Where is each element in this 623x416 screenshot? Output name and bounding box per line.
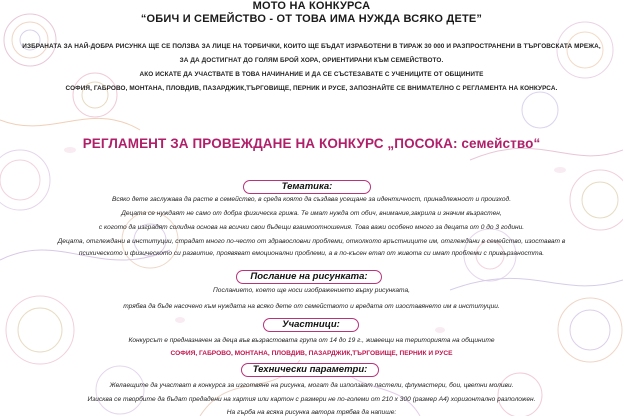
motto-heading: МОТО НА КОНКУРСА	[252, 0, 371, 12]
theme-line: с когото да изградят солидна основа на всички свои бъдещи взаимоотношения. Това важи особено много за децата от 0 до 3 години.	[98, 224, 525, 231]
intro-line: СОФИЯ, ГАБРОВО, МОНТАНА, ПЛОВДИВ, ПАЗАРДЖИК,ТЪРГОВИЩЕ, ПЕРНИК И РУСЕ, ЗАПОЗНАЙТЕ СЕ ВНИМАТЕЛНО С РЕГЛАМЕНТА НА КОНКУРСА.	[65, 85, 558, 92]
motto-slogan: “ОБИЧ И СЕМЕЙСТВО - ОТ ТОВА ИМА НУЖДА ВСЯКО ДЕТЕ”	[140, 13, 483, 25]
theme-line: Всяко дете заслужава да расте в семейство, в среда която да създава усещане за идентичност, принадлежност и произход.	[111, 196, 512, 203]
section-heading-message: Послание на рисунката:	[236, 270, 382, 284]
regulation-title: РЕГЛАМЕНТ ЗА ПРОВЕЖДАНЕ НА КОНКУРС „ПОСОКА: семейство“	[82, 136, 541, 151]
section-heading-technical: Технически параметри:	[241, 363, 379, 377]
participants-line: Конкурсът е предназначен за деца във възрастовата група от 14 до 19 г., живеещи на територията на общините	[128, 337, 495, 344]
technical-line: Изисква се творбите да бъдат предадени на хартия или картон с размери не по-големи от 210 х 300 (размер А4) хоризонтално разположен.	[87, 396, 536, 403]
theme-line: психическото и физическото си развитие, проявяват емоционални проблеми, а в по-късен етап от живота си имат проблеми с привързаността.	[78, 250, 545, 257]
theme-line: Децата, отглеждани в институции, страдат много по-често от здравословни проблеми, отколкото връстниците им, отглеждани в семейство, изостават в	[57, 238, 566, 245]
theme-line: Децата се нуждаят не само от добра физическа грижа. Те имат нужда от обич, внимание,закрила и значим възрастен,	[121, 210, 502, 217]
participants-municipalities: СОФИЯ, ГАБРОВО, МОНТАНА, ПЛОВДИВ, ПАЗАРДЖИК,ТЪРГОВИЩЕ, ПЕРНИК И РУСЕ	[170, 350, 453, 357]
intro-line: ИЗБРАНАТА ЗА НАЙ-ДОБРА РИСУНКА ЩЕ СЕ ПОЛЗВА ЗА ЛИЦЕ НА ТОРБИЧКИ, КОИТО ЩЕ БЪДАТ ИЗРАБОТЕНИ В ТИРАЖ 30 000 И РАЗПРОСТРАНЕНИ В ТЪРГОВСКАТА МРЕЖА,	[22, 43, 601, 50]
technical-line: На гърба на всяка рисунка автора трябва да напише:	[226, 409, 397, 416]
intro-line: ЗА ДА ДОСТИГНАТ ДО ГОЛЯМ БРОЙ ХОРА, ОРИЕНТИРАНИ КЪМ СЕМЕЙСТВОТО.	[179, 57, 444, 64]
section-heading-participants: Участници:	[263, 318, 359, 332]
section-heading-theme: Тематика:	[243, 180, 371, 194]
technical-line: Желаещите да участват в конкурса за изготвяне на рисунка, могат да използват пастели, флумастери, бои, цветни моливи.	[109, 382, 514, 389]
message-line: трябва да бъде насочено към нуждата на всяко дете от семейството и вредата от изоставянето им в институции.	[123, 303, 500, 310]
intro-line: АКО ИСКАТЕ ДА УЧАСТВАТЕ В ТОВА НАЧИНАНИЕ И ДА СЕ СЪСТЕЗАВАТЕ С УЧЕНИЦИТЕ ОТ ОБЩИНИТЕ	[139, 71, 484, 78]
message-line: Посланието, което ще носи изображението върху рисунката,	[213, 287, 410, 294]
